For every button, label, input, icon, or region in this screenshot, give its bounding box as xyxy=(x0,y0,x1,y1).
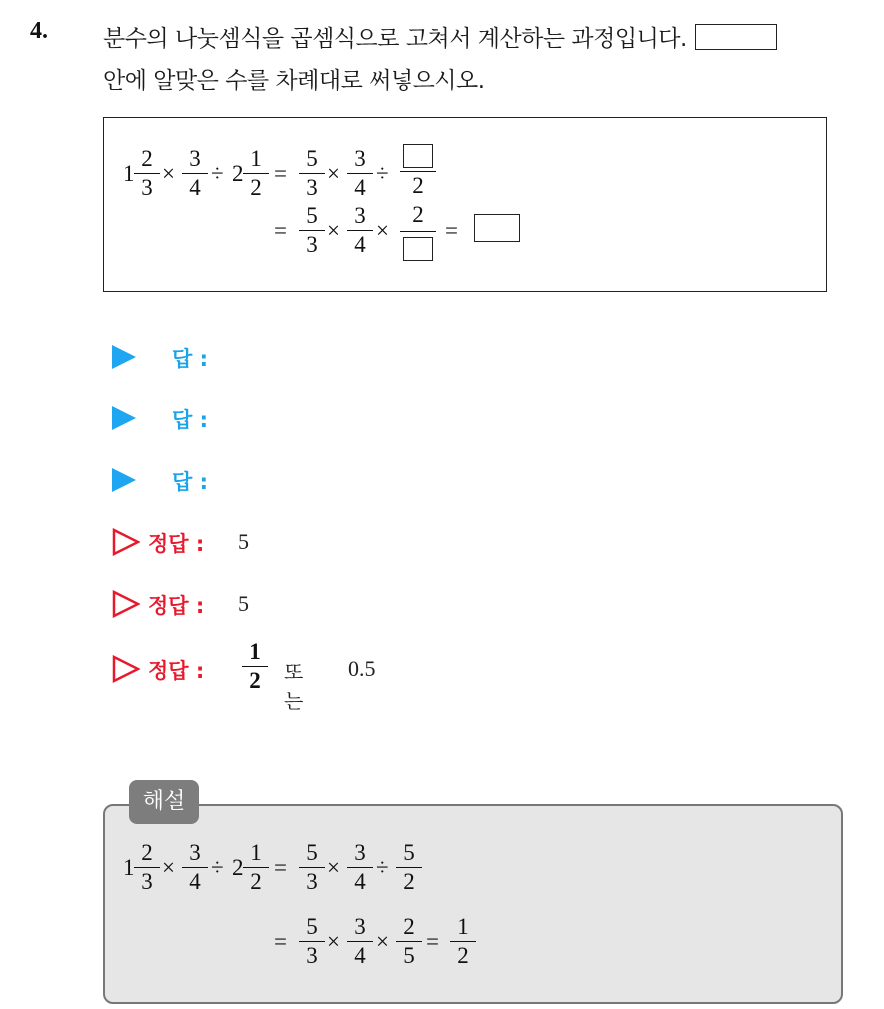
fraction: 5 3 xyxy=(299,203,325,258)
fraction: 3 4 xyxy=(347,914,373,969)
problem-equation xyxy=(0,0,884,300)
correct-answer-label: 정답 : xyxy=(148,659,205,683)
times-sign: × xyxy=(327,855,340,880)
question-text: 분수의 나눗셈식을 곱셈식으로 고쳐서 계산하는 과정입니다. xyxy=(103,26,687,52)
outline-triangle-icon xyxy=(112,655,140,683)
correct-answer-label: 정답 : xyxy=(148,594,205,618)
equals-sign: = xyxy=(274,161,287,186)
equals-sign: = xyxy=(445,218,458,243)
fraction: 5 3 xyxy=(299,840,325,895)
fraction: 3 4 xyxy=(182,840,208,895)
divide-sign: ÷ xyxy=(211,161,224,186)
correct-answer-value: 5 xyxy=(238,529,249,554)
question-number: 4. xyxy=(30,18,48,44)
answer-label: 답 : xyxy=(172,408,208,432)
fraction: 1 2 xyxy=(450,914,476,969)
equals-sign: = xyxy=(274,929,287,954)
times-sign: × xyxy=(162,161,175,186)
answer-label: 답 : xyxy=(172,347,208,371)
divide-sign: ÷ xyxy=(376,161,389,186)
times-sign: × xyxy=(327,161,340,186)
correct-answer-alt: 0.5 xyxy=(348,656,376,681)
equals-sign: = xyxy=(274,218,287,243)
play-triangle-icon xyxy=(112,345,136,369)
outline-triangle-icon xyxy=(112,528,140,556)
play-triangle-icon xyxy=(112,468,136,492)
fraction-with-blank: 2 xyxy=(400,141,436,198)
fraction: 2 3 xyxy=(134,840,160,895)
whole-number: 1 xyxy=(123,161,135,186)
solution-box xyxy=(103,804,843,1004)
equals-sign: = xyxy=(426,929,439,954)
fraction: 2 3 xyxy=(134,146,160,201)
or-text: 또는 xyxy=(284,660,304,713)
fraction: 5 3 xyxy=(299,914,325,969)
outline-triangle-icon xyxy=(112,590,140,618)
fraction: 1 2 xyxy=(243,146,269,201)
times-sign: × xyxy=(327,218,340,243)
equals-sign: = xyxy=(274,855,287,880)
answer-label: 답 : xyxy=(172,470,208,494)
whole-number: 2 xyxy=(232,855,244,880)
blank-box xyxy=(403,144,433,168)
whole-number: 1 xyxy=(123,855,135,880)
fraction: 1 2 xyxy=(243,840,269,895)
fraction: 3 4 xyxy=(347,203,373,258)
times-sign: × xyxy=(376,929,389,954)
correct-answer-value: 5 xyxy=(238,591,249,616)
fraction: 3 4 xyxy=(182,146,208,201)
solution-tag: 해설 xyxy=(129,780,199,824)
fraction-with-blank: 2 xyxy=(400,203,436,262)
fraction: 3 4 xyxy=(347,840,373,895)
fraction: 2 5 xyxy=(396,914,422,969)
divide-sign: ÷ xyxy=(376,855,389,880)
times-sign: × xyxy=(327,929,340,954)
times-sign: × xyxy=(376,218,389,243)
fraction: 3 4 xyxy=(347,146,373,201)
blank-box xyxy=(403,237,433,261)
whole-number: 2 xyxy=(232,161,244,186)
question-text-line2: 안에 알맞은 수를 차례대로 써넣으시오. xyxy=(103,68,485,94)
correct-answer-label: 정답 : xyxy=(148,532,205,556)
fraction: 5 2 xyxy=(396,840,422,895)
fraction: 5 3 xyxy=(299,146,325,201)
correct-answer-fraction: 1 2 xyxy=(242,639,268,694)
times-sign: × xyxy=(162,855,175,880)
play-triangle-icon xyxy=(112,406,136,430)
result-blank-box xyxy=(474,214,520,242)
divide-sign: ÷ xyxy=(211,855,224,880)
